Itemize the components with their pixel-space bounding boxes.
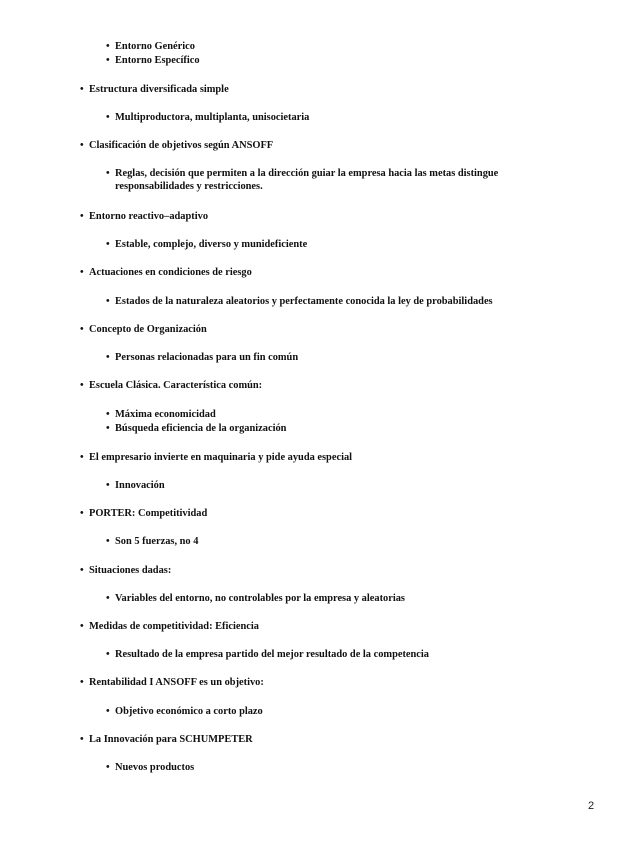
list-item (80, 266, 252, 279)
list-item (80, 451, 352, 464)
bullet: • (106, 593, 110, 604)
list-item (106, 761, 565, 774)
list-item-text: Entorno Genérico (115, 41, 195, 52)
list-item-text: Entorno Específico (115, 55, 200, 66)
list-item (106, 54, 565, 67)
list-item (80, 733, 253, 746)
list-item-text: Innovación (115, 480, 165, 491)
bullet: • (80, 324, 84, 335)
list-item (80, 507, 207, 520)
list-item-text: Medidas de competitividad: Eficiencia (89, 621, 259, 632)
list-item (80, 323, 207, 336)
list-item (106, 167, 565, 193)
list-item (106, 40, 565, 53)
bullet: • (80, 508, 84, 519)
list-item-text: Clasificación de objetivos según ANSOFF (89, 140, 274, 151)
list-item-text: Actuaciones en condiciones de riesgo (89, 267, 252, 278)
list-item (80, 676, 264, 689)
bullet: • (80, 452, 84, 463)
list-item (106, 648, 565, 661)
bullet: • (106, 706, 110, 717)
bullet: • (106, 480, 110, 491)
list-item (106, 351, 565, 364)
bullet: • (106, 296, 110, 307)
bullet: • (106, 423, 110, 434)
list-item (80, 620, 259, 633)
list-item-text: Reglas, decisión que permiten a la dirección guiar la empresa hacia las metas distingue responsabilidades y restricciones. (115, 168, 499, 192)
list-item (80, 564, 171, 577)
list-item (80, 139, 273, 152)
list-item-text: PORTER: Competitividad (89, 508, 208, 519)
bullet: • (80, 380, 84, 391)
bullet: • (106, 536, 110, 547)
bullet: • (106, 55, 110, 66)
bullet: • (80, 734, 84, 745)
list-item-text: Concepto de Organización (89, 324, 207, 335)
list-item-text: Variables del entorno, no controlables por la empresa y aleatorias (115, 593, 405, 604)
list-item (106, 592, 565, 605)
bullet: • (80, 84, 84, 95)
list-item-text: Resultado de la empresa partido del mejor resultado de la competencia (115, 649, 430, 660)
bullet: • (106, 649, 110, 660)
page-number: 2 (588, 800, 595, 812)
bullet: • (106, 41, 110, 52)
list-item (106, 535, 565, 548)
bullet: • (106, 112, 110, 123)
list-item-text: Máxima economicidad (115, 409, 216, 420)
list-item-text: El empresario invierte en maquinaria y pide ayuda especial (89, 452, 353, 463)
list-item-text: Situaciones dadas: (89, 565, 172, 576)
bullet: • (106, 239, 110, 250)
list-item (106, 408, 565, 421)
list-item-text: Entorno reactivo–adaptivo (89, 211, 209, 222)
list-item (106, 111, 565, 124)
bullet: • (80, 565, 84, 576)
bullet: • (106, 168, 110, 179)
list-item-text: Objetivo económico a corto plazo (115, 706, 263, 717)
list-item (106, 422, 565, 435)
list-item-text: Personas relacionadas para un fin común (115, 352, 299, 363)
list-item-text: Multiproductora, multiplanta, unisocietaria (115, 112, 310, 123)
list-item (106, 238, 565, 251)
list-item (80, 379, 262, 392)
list-item-text: Estructura diversificada simple (89, 84, 229, 95)
bullet: • (106, 762, 110, 773)
bullet: • (106, 409, 110, 420)
list-item-text: Búsqueda eficiencia de la organización (115, 423, 287, 434)
list-item-text: Son 5 fuerzas, no 4 (115, 536, 199, 547)
bullet: • (80, 211, 84, 222)
list-item-text: La Innovación para SCHUMPETER (89, 734, 253, 745)
bullet: • (106, 352, 110, 363)
list-item-text: Nuevos productos (115, 762, 195, 773)
list-item (106, 705, 565, 718)
list-item (106, 295, 565, 308)
list-item-text: Estados de la naturaleza aleatorios y perfectamente conocida la ley de probabilidades (115, 296, 493, 307)
bullet: • (80, 267, 84, 278)
list-item-text: Rentabilidad I ANSOFF es un objetivo: (89, 677, 264, 688)
list-item-text: Escuela Clásica. Característica común: (89, 380, 263, 391)
list-item (80, 210, 208, 223)
bullet: • (80, 677, 84, 688)
bullet: • (80, 140, 84, 151)
bullet: • (80, 621, 84, 632)
list-item (80, 83, 229, 96)
list-item-text: Estable, complejo, diverso y munideficiente (115, 239, 308, 250)
list-item (106, 479, 565, 492)
